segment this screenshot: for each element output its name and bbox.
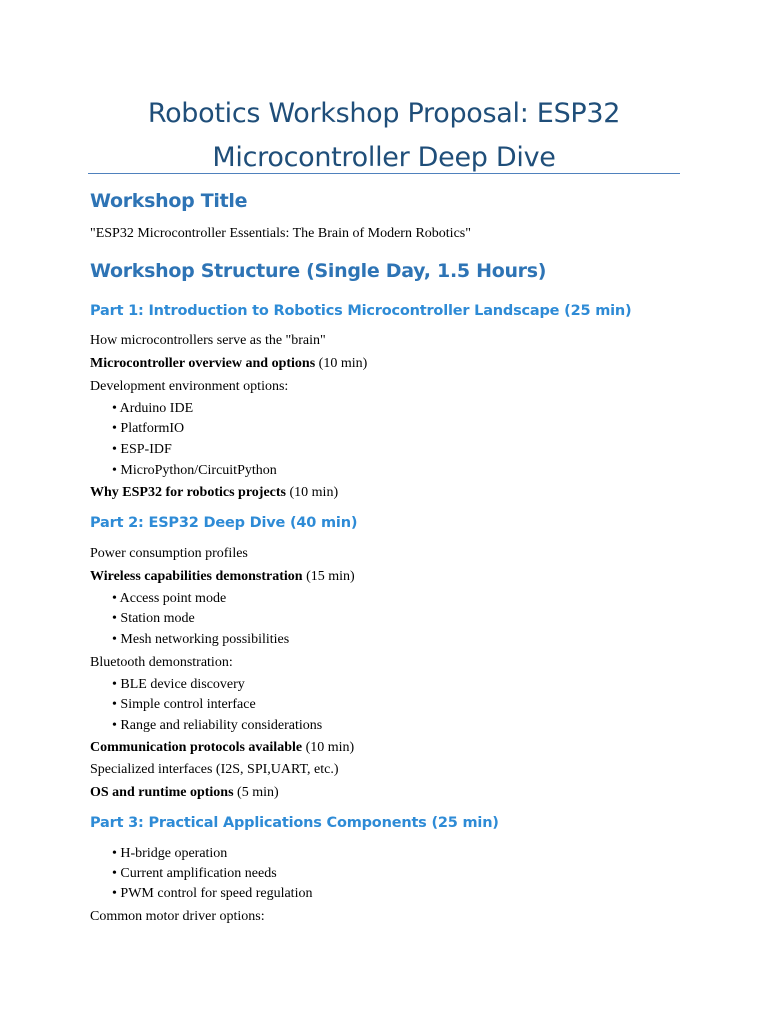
list-item: • H-bridge operation [112, 846, 228, 861]
list-item: • PlatformIO [112, 421, 185, 436]
part1-why-bold: Why ESP32 for robotics projects [90, 485, 286, 500]
document-title [88, 92, 680, 180]
part2-protocols-duration: (10 min) [302, 740, 355, 755]
heading-part-3: Part 3: Practical Applications Components (25 min) [90, 815, 499, 831]
heading-part-2: Part 2: ESP32 Deep Dive (40 min) [90, 515, 358, 531]
part2-paragraph-interfaces: Specialized interfaces (I2S, SPI,UART, etc.) [90, 762, 339, 777]
part1-paragraph-dev-env: Development environment options: [90, 379, 289, 394]
part1-why-duration: (10 min) [286, 485, 339, 500]
part3-paragraph-motor-driver: Common motor driver options: [90, 909, 265, 924]
list-item: • Current amplification needs [112, 866, 277, 881]
list-item: • Mesh networking possibilities [112, 632, 290, 647]
heading-workshop-title: Workshop Title [90, 190, 248, 212]
workshop-title-text: "ESP32 Microcontroller Essentials: The Brain of Modern Robotics" [90, 226, 471, 241]
part2-paragraph-bluetooth: Bluetooth demonstration: [90, 655, 233, 670]
list-item: • Access point mode [112, 591, 227, 606]
list-item: • Simple control interface [112, 697, 256, 712]
list-item: • ESP-IDF [112, 442, 172, 457]
list-item: • MicroPython/CircuitPython [112, 463, 277, 478]
part1-overview-duration: (10 min) [315, 356, 368, 371]
heading-workshop-structure: Workshop Structure (Single Day, 1.5 Hours) [90, 260, 547, 282]
part2-paragraph-wireless [90, 569, 355, 585]
part2-os-bold: OS and runtime options [90, 785, 234, 800]
part2-paragraph-os [90, 785, 279, 801]
list-item: • Arduino IDE [112, 401, 194, 416]
part2-paragraph-protocols [90, 740, 354, 756]
list-item: • Station mode [112, 611, 195, 626]
part2-wireless-bold: Wireless capabilities demonstration [90, 569, 303, 584]
part1-overview-bold: Microcontroller overview and options [90, 356, 316, 371]
title-line-1: Robotics Workshop Proposal: ESP32 [147, 98, 621, 129]
part1-paragraph-brain: How microcontrollers serve as the "brain" [90, 333, 326, 348]
list-item: • Range and reliability considerations [112, 718, 323, 733]
part1-paragraph-overview [90, 356, 367, 372]
part2-os-duration: (5 min) [233, 785, 279, 800]
part2-protocols-bold: Communication protocols available [90, 740, 303, 755]
heading-part-1: Part 1: Introduction to Robotics Microcontroller Landscape (25 min) [90, 303, 632, 319]
part1-paragraph-why-esp32 [90, 485, 338, 501]
part2-wireless-duration: (15 min) [302, 569, 355, 584]
part2-paragraph-power: Power consumption profiles [90, 546, 248, 561]
title-divider [88, 173, 680, 174]
title-line-2: Microcontroller Deep Dive [212, 142, 556, 173]
list-item: • PWM control for speed regulation [112, 886, 313, 901]
list-item: • BLE device discovery [112, 677, 245, 692]
